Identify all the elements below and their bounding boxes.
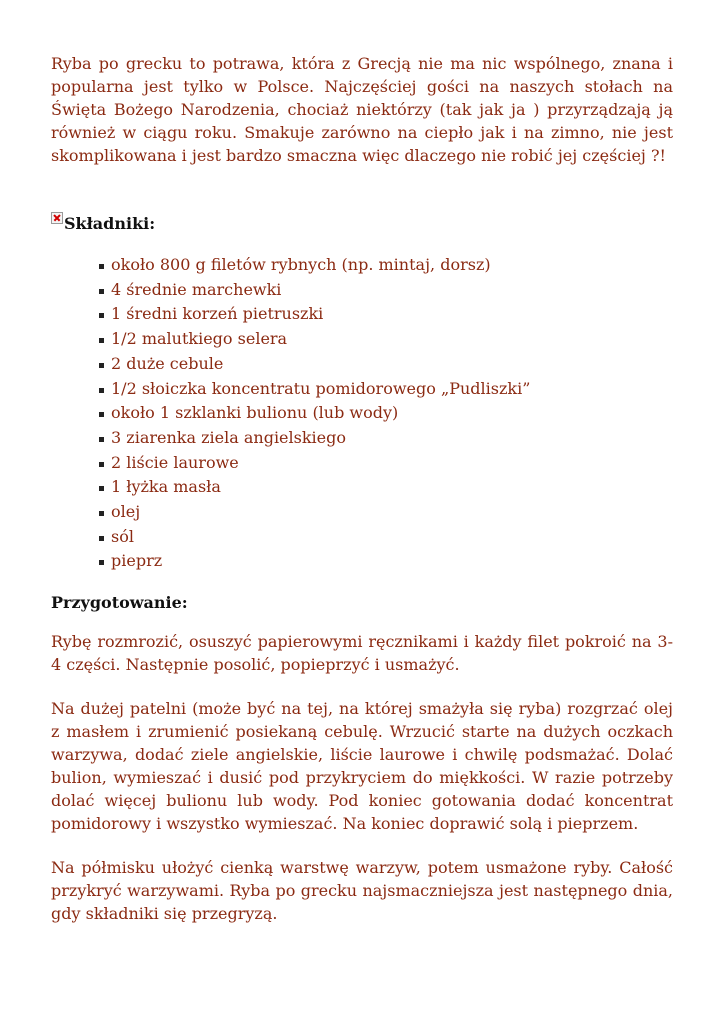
article-content (51, 52, 673, 946)
ingredients-heading (51, 212, 673, 235)
list-item: około 800 g filetów rybnych (np. mintaj, dorsz) (99, 253, 673, 278)
preparation-step: Na dużej patelni (może być na tej, na której smażyła się ryba) rozgrzać olej z masłem i zrumienić posiekaną cebulę. Wrzucić starte na dużych oczkach warzywa, dodać ziele angielskie, liście laurowe i chwilę podsmażać. Dolać bulion, wymieszać i dusić pod przykryciem do miękkości. W razie potrzeby dolać więcej bulionu lub wody. Pod koniec gotowania dodać koncentrat pomidorowy i wszystko wymieszać. Na koniec doprawić solą i pieprzem. (51, 699, 673, 834)
list-item: 1 średni korzeń pietruszki (99, 302, 673, 327)
list-item: 1/2 słoiczka koncentratu pomidorowego „Pudliszki” (99, 377, 673, 402)
ingredients-list (51, 253, 673, 574)
preparation-step: Rybę rozmrozić, osuszyć papierowymi ręcznikami i każdy filet pokroić na 3-4 części. Następnie posolić, popieprzyć i usmażyć. (51, 632, 673, 675)
preparation-step: Na półmisku ułożyć cienką warstwę warzyw, potem usmażone ryby. Całość przykryć warzywami. Ryba po grecku najsmaczniejsza jest następnego dnia, gdy składniki się przegryzą. (51, 858, 673, 924)
list-item: 1 łyżka masła (99, 475, 673, 500)
list-item: pieprz (99, 549, 673, 574)
list-item: 2 duże cebule (99, 352, 673, 377)
broken-image-icon (51, 212, 63, 224)
list-item: 4 średnie marchewki (99, 278, 673, 303)
list-item: około 1 szklanki bulionu (lub wody) (99, 401, 673, 426)
intro-paragraph: Ryba po grecku to potrawa, która z Grecją nie ma nic wspólnego, znana i popularna jest tylko w Polsce. Najczęściej gości na naszych stołach na Święta Bożego Narodzenia, chociaż niektórzy (tak jak ja ) przyrządzają ją również w ciągu roku. Smakuje zarówno na ciepło jak i na zimno, nie jest skomplikowana i jest bardzo smaczna więc dlaczego nie robić jej częściej ?! (51, 54, 673, 165)
preparation-heading: Przygotowanie: (51, 593, 188, 613)
ingredients-heading-label: Składniki: (64, 214, 156, 233)
list-item: sól (99, 525, 673, 550)
list-item: 3 ziarenka ziela angielskiego (99, 426, 673, 451)
list-item: 1/2 malutkiego selera (99, 327, 673, 352)
list-item: olej (99, 500, 673, 525)
list-item: 2 liście laurowe (99, 451, 673, 476)
